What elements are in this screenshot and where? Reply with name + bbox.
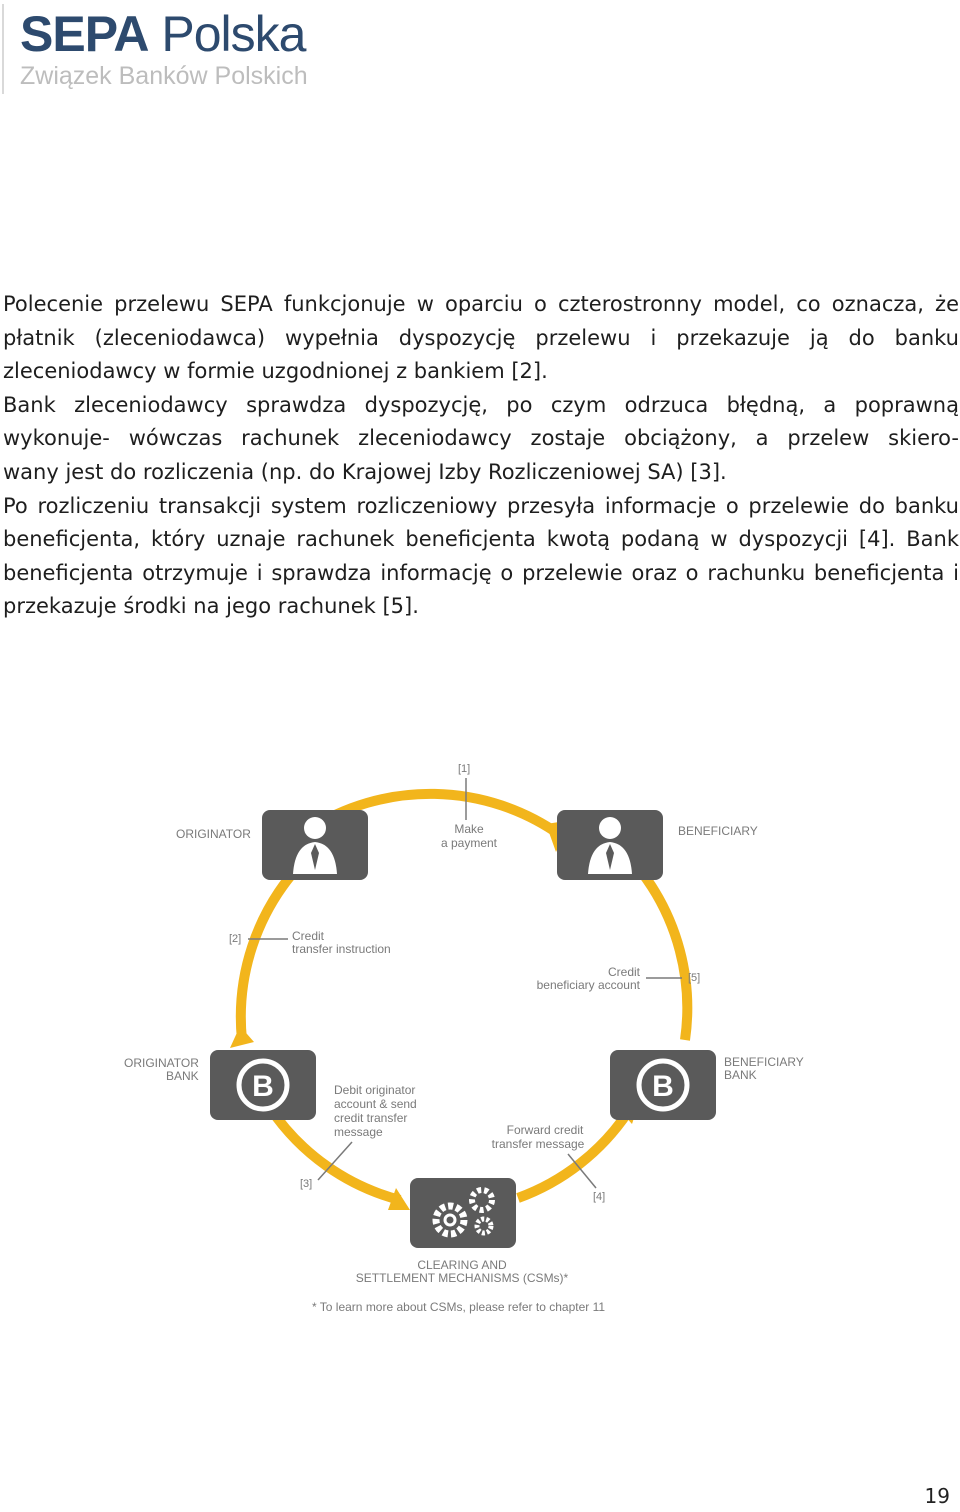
beneficiary-bank-label-1: BENEFICIARY [724,1055,804,1069]
paragraph-2-continued: wany jest do rozliczenia (np. do Krajowej Izby Rozliczeniowej SA) [3]. [3,459,727,484]
bank-letter: B [652,1070,674,1103]
csm-label-1: CLEARING AND [417,1258,507,1272]
step-3-line-3: credit transfer [334,1111,408,1125]
beneficiary-label: BENEFICIARY [678,824,758,838]
logo-title: SEPA Polska [20,6,306,62]
body-text [3,288,959,624]
step-2-line-1: Credit [292,929,325,943]
paragraph-2: Bank zleceniodawcy sprawdza dyspozycję, po czym odrzuca błędną, a poprawną wykonuje- wówczas rachunek zleceniodawcy zostaje obciążony, a przelew skiero- [3,392,959,451]
bank-letter: B [252,1070,274,1103]
sepa-polska-logo [2,4,334,94]
arrowhead-2 [230,1026,254,1048]
csm-label-2: SETTLEMENT MECHANISMS (CSMs)* [355,1271,569,1285]
originator-label: ORIGINATOR [176,827,251,841]
step-3-line-1: Debit originator [334,1083,416,1097]
originator-bank-node [124,1050,316,1120]
step-2-line-2: transfer instruction [292,942,391,956]
step-1-number: [1] [458,763,471,775]
step-3-line-2: account & send [334,1097,417,1111]
logo-subtitle: Związek Banków Polskich [20,62,308,90]
step-1-line-2: a payment [440,836,498,850]
step-2-number: [2] [229,933,242,945]
paragraph-1: Polecenie przelewu SEPA funkcjonuje w oparciu o czterostronny model, co oznacza, że płatnik (zleceniodawca) wypełnia dyspozycję przelewu i przekazuje ją do banku zleceniodawcy w formie uzgodnionej z bankiem [2]. [3,292,959,384]
beneficiary-bank-label-2: BANK [724,1068,757,1082]
originator-node [176,810,368,880]
step-5 [537,965,701,992]
step-5-line-2: beneficiary account [536,978,640,992]
diagram-footnote: * To learn more about CSMs, please refer to chapter 11 [312,1300,606,1314]
sepa-four-corner-diagram [0,740,960,1340]
step-3 [300,1083,417,1190]
paragraph-3: Po rozliczeniu transakcji system rozliczeniowy przesyła informacje o przelewie do banku beneficjenta, który uznaje rachunek beneficjenta kwotą podaną w dyspozycji [4]. Bank beneficjenta otrzymuje i sprawdza informację o przelewie oraz o rachunku beneficjenta i przekazuje środki na jego rachunek [5]. [3,493,959,619]
originator-bank-label-2: BANK [166,1069,199,1083]
step-5-number: [5] [688,972,701,984]
beneficiary-node [557,810,758,880]
step-4-line-2: transfer message [491,1137,585,1151]
step-5-line-1: Credit [607,965,640,979]
step-4-line-1: Forward credit [506,1123,584,1137]
originator-bank-label-1: ORIGINATOR [124,1056,199,1070]
page-number: 19 [924,1484,950,1508]
step-3-line-4: message [334,1125,383,1139]
step-3-number: [3] [300,1178,313,1190]
beneficiary-bank-node [610,1050,804,1120]
step-4-number: [4] [593,1191,606,1203]
step-1-line-1: Make [454,822,484,836]
arc-beneficiary-bank-to-beneficiary [640,870,687,1040]
